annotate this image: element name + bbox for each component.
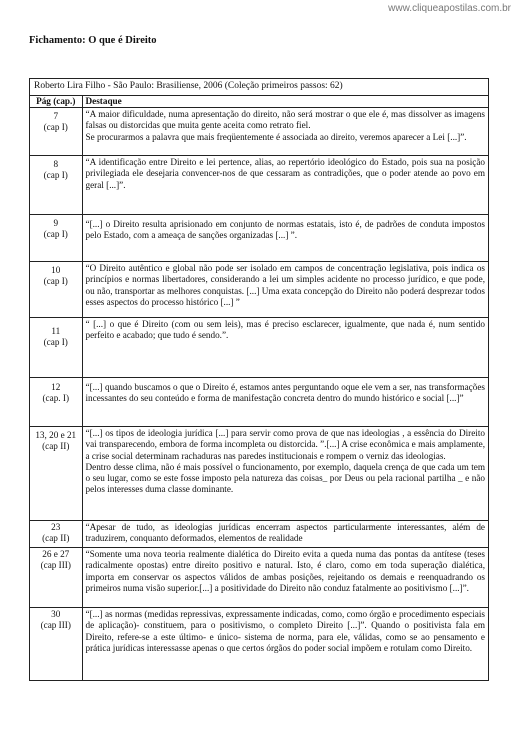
table-row <box>30 521 488 548</box>
row-page: 8 (cap I) <box>30 156 82 215</box>
bibliographic-reference: Roberto Lira Filho - São Paulo: Brasiliense, 2006 (Coleção primeiros passos: 62) <box>30 79 488 96</box>
table-row <box>30 548 488 608</box>
row-quote: “[...] quando buscamos o que o Direito é, estamos antes perguntando oque ele vem a ser, nas transformações incessantes do seu conteúdo e forma de manifestação concreta dentro do mundo histórico e social [...]” <box>82 378 488 427</box>
page-title: Fichamento: O que é Direito <box>29 35 157 46</box>
row-quote: “Apesar de tudo, as ideologias jurídicas encerram aspectos particularmente interessantes, além de traduzirem, conquanto deformados, elementos de realidade <box>82 521 488 548</box>
notes-table <box>30 96 488 680</box>
row-quote: “ [...] o que é Direito (com ou sem leis), mas é preciso esclarecer, igualmente, que nada é, num sentido perfeito e acabado; que tudo é sendo.”. <box>82 318 488 378</box>
row-page: 26 e 27 (cap III) <box>30 548 82 608</box>
row-page: 23 (cap II) <box>30 521 82 548</box>
table-row <box>30 378 488 427</box>
row-quote: “A maior dificuldade, numa apresentação do direito, não será mostrar o que ele é, mas dissolver as imagens falsas ou distorcidas que muita gente aceita como retrato fiel. Se procurarmos a palavra que mais freqüentemente é associada ao direito, veremos aparecer a Lei [...]”. <box>82 108 488 156</box>
row-page: 7 (cap I) <box>30 108 82 156</box>
table-row <box>30 318 488 378</box>
document-table-frame <box>29 78 489 681</box>
table-row <box>30 215 488 262</box>
row-page: 11 (cap I) <box>30 318 82 378</box>
header-page: Pág (cap.) <box>30 96 82 108</box>
table-row <box>30 427 488 521</box>
row-quote: “[...] o Direito resulta aprisionado em conjunto de normas estatais, isto é, de padrões de conduta impostos pelo Estado, com a ameaça de sanções organizadas [...] ”. <box>82 215 488 262</box>
row-page: 12 (cap. I) <box>30 378 82 427</box>
row-page: 13, 20 e 21 (cap II) <box>30 427 82 521</box>
row-quote: “[...] as normas (medidas repressivas, expressamente indicadas, como, como órgão e procedimento especiais de aplicação)- constituem, para o positivismo, o completo Direito [...]”. Quando o positivista fala em Direito, refere-se a este último- e único- sistema de norma, para ele, válidas, como se ao pensamento e prática jurídicas interessasse apenas o que certos órgãos do poder social impõem e rotulam como Direito. <box>82 608 488 680</box>
site-url[interactable]: www.cliqueapostilas.com.br <box>388 3 511 14</box>
row-quote: “O Direito autêntico e global não pode ser isolado em campos de concentração legislativa, pois indica os princípios e normas libertadores, considerando a lei um simples acidente no processo jurídico, e que pode, ou não, transportar as melhores conquistas. [...] Uma exata concepção do Direito não poderá desprezar todos esses aspectos do processo histórico [...] ” <box>82 262 488 318</box>
table-row <box>30 262 488 318</box>
row-quote: “Somente uma nova teoria realmente dialética do Direito evita a queda numa das pontas da antítese (teses radicalmente opostas) entre direito positivo e natural. Isto, é claro, como em toda superação dialética, importa em conservar os aspectos válidos de ambas posições, rejeitando os demais e reenquadrando os primeiros numa visão superior.[...] a positividade do Direito não conduz fatalmente ao positivismo [...]”. <box>82 548 488 608</box>
header-highlight: Destaque <box>82 96 488 108</box>
row-page: 9 (cap I) <box>30 215 82 262</box>
row-quote: “A identificação entre Direito e lei pertence, alias, ao repertório ideológico do Estado, pois sua na posição privilegiada ele desejaria convencer-nos de que cessaram as contradições, que o poder atende ao povo em geral [...]”. <box>82 156 488 215</box>
table-row <box>30 156 488 215</box>
row-quote: “[...] os tipos de ideologia jurídica [...] para servir como prova de que nas ideologias , a essência do Direito vai transparecendo, embora de forma incompleta ou distorcida. ”.[...] A crise econômica e mais amplamente, a crise social determinam rachaduras nas paredes institucionais e rompem o verniz das ideologias. Dentro desse clima, não é mais possível o funcionamento, por exemplo, daquela crença de que cada um tem o seu lugar, como se este fosse imposto pela natureza das coisas_ por Deus ou pela racional partilha _ e não pelos interesses duma classe dominante. <box>82 427 488 521</box>
row-page: 10 (cap I) <box>30 262 82 318</box>
table-row <box>30 108 488 156</box>
table-row <box>30 608 488 680</box>
table-header-row <box>30 96 488 108</box>
row-page: 30 (cap III) <box>30 608 82 680</box>
